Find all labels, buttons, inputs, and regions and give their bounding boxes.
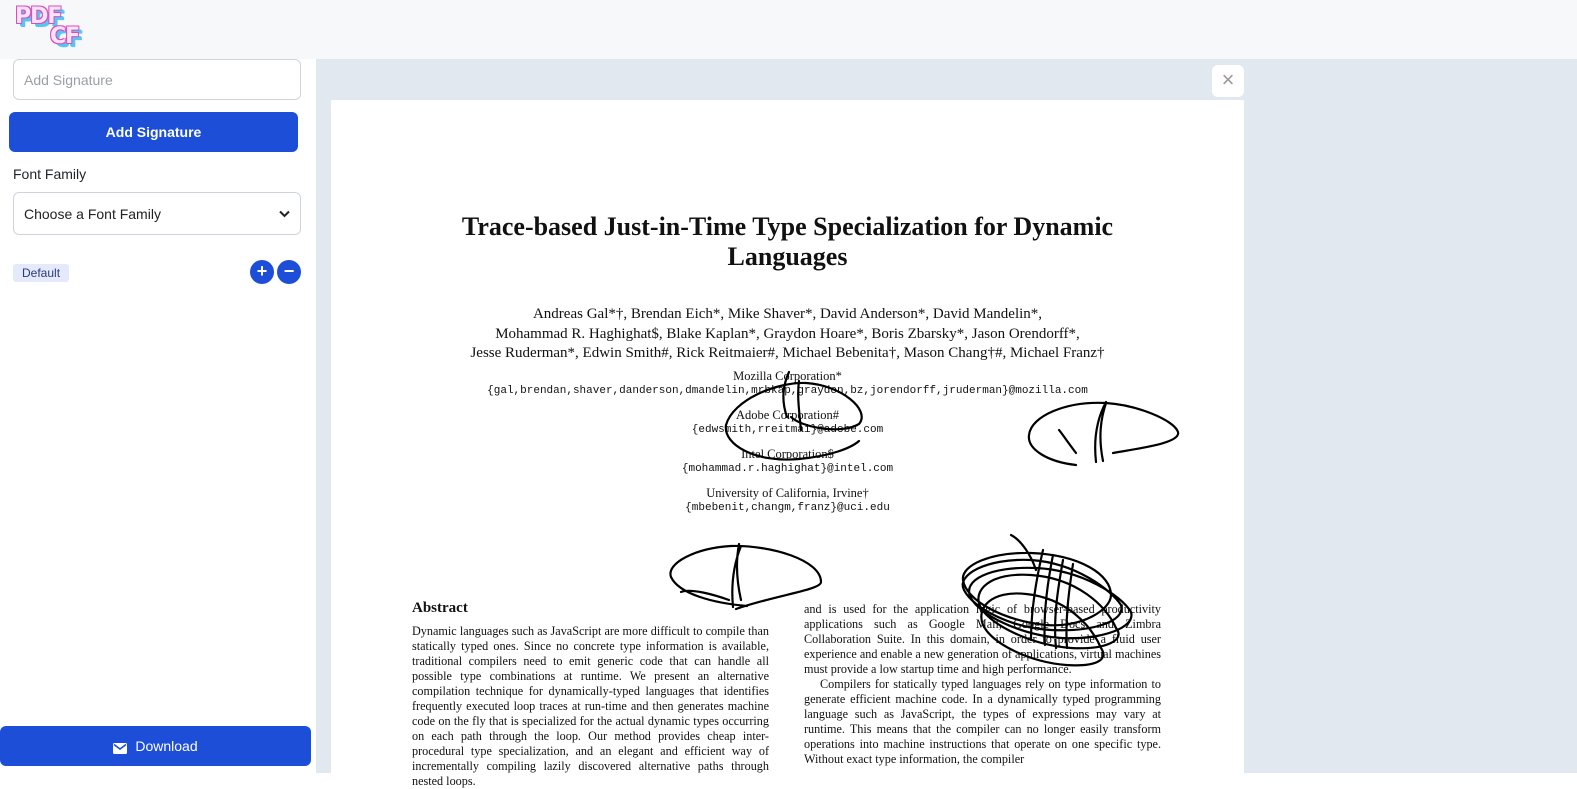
signature-input[interactable] [13, 59, 301, 100]
affiliation-name: Mozilla Corporation* [733, 369, 842, 383]
paper-title-line-1: Trace-based Just-in-Time Type Specialization for Dynamic [461, 212, 1114, 241]
affiliation-uci [331, 486, 1244, 516]
affiliation-email: {gal,brendan,shaver,danderson,dmandelin,mrbkap,graydon,bz,jorendorff,jruderman}@mozilla.com [487, 385, 1088, 397]
signature-drawing [670, 544, 821, 609]
font-family-label: Font Family [13, 166, 87, 182]
affiliation-email: {mohammad.r.haghighat}@intel.com [681, 463, 894, 475]
download-button[interactable] [0, 726, 311, 766]
paper-title-line-2: Languages [727, 242, 848, 271]
logo-text-pdf: PDF [15, 4, 62, 29]
affiliation-email: {edwsmith,rreitmai}@adobe.com [691, 424, 884, 436]
affiliation-name: Adobe Corporation# [735, 408, 840, 422]
font-family-select-value: Choose a Font Family [24, 205, 161, 222]
paper-title [331, 212, 1244, 272]
abstract-paragraph: Dynamic languages such as JavaScript are more difficult to compile than statically typed ones. Since no concrete type information is available, traditional compilers need to emit generic code that can handle all possible type combinations at runtime. We present an alternative compilation technique for dynamically-typed languages that identifies frequently executed loop traces at run-time and then generates machine code on the fly that is specialized for the actual dynamic types occurring on each path through the loop. Our method provides cheap inter-procedural type specialization, and an elegant and efficient way of incrementally compiling lazily discovered alternative paths through nested loops. [412, 624, 769, 788]
mail-icon [113, 741, 127, 752]
affiliation-name: Intel Corporation$ [741, 447, 834, 461]
font-family-select[interactable] [13, 192, 301, 235]
intro-paragraph-1: and is used for the application logic of browser-based productivity applications such as Google Mail, Google Docs and Zimbra Collaboration Suite. In this domain, in order to provide a fluid user experience and enable a new generation of applications, virtual machines must provide a low startup time and high performance. [804, 602, 1161, 676]
authors-line-2: Mohammad R. Haghighat$, Blake Kaplan*, Graydon Hoare*, Boris Zbarsky*, Jason Orendorff*, [495, 325, 1080, 342]
add-style-button[interactable]: + [250, 260, 274, 284]
download-label: Download [135, 738, 198, 754]
sidebar [0, 59, 316, 773]
default-style-badge[interactable]: Default [13, 264, 69, 282]
left-text-column [412, 624, 769, 789]
abstract-heading: Abstract [412, 600, 468, 616]
close-icon: × [1221, 67, 1235, 92]
affiliation-mozilla [331, 369, 1244, 399]
chevron-down-icon [279, 207, 290, 221]
document-workspace [316, 59, 1577, 788]
right-text-column [804, 602, 1161, 767]
remove-style-button[interactable]: − [277, 260, 301, 284]
pdf-page[interactable] [331, 100, 1244, 788]
affiliation-intel [331, 447, 1244, 477]
top-bar [0, 0, 1577, 59]
affiliation-adobe [331, 408, 1244, 438]
intro-paragraph-2: Compilers for statically typed languages rely on type information to generate efficient machine code. In a dynamically typed programming language such as JavaScript, the types of expressions may vary at runtime. This means that the compiler can no longer easily transform operations into machine instructions that operate on one specific type. Without exact type information, the compiler [804, 677, 1161, 766]
author-list [331, 305, 1244, 364]
add-signature-button[interactable]: Add Signature [9, 112, 298, 152]
close-document-button[interactable] [1212, 65, 1244, 97]
app-logo[interactable] [14, 4, 94, 52]
authors-line-1: Andreas Gal*†, Brendan Eich*, Mike Shaver*, David Anderson*, David Mandelin*, [532, 306, 1043, 322]
authors-line-3: Jesse Ruderman*, Edwin Smith#, Rick Reitmaier#, Michael Bebenita†, Mason Chang†#, Michael Franz† [470, 345, 1105, 361]
logo-text-cf: CF [50, 24, 80, 49]
affiliation-name: University of California, Irvine† [706, 486, 869, 500]
affiliation-email: {mbebenit,changm,franz}@uci.edu [685, 502, 890, 514]
